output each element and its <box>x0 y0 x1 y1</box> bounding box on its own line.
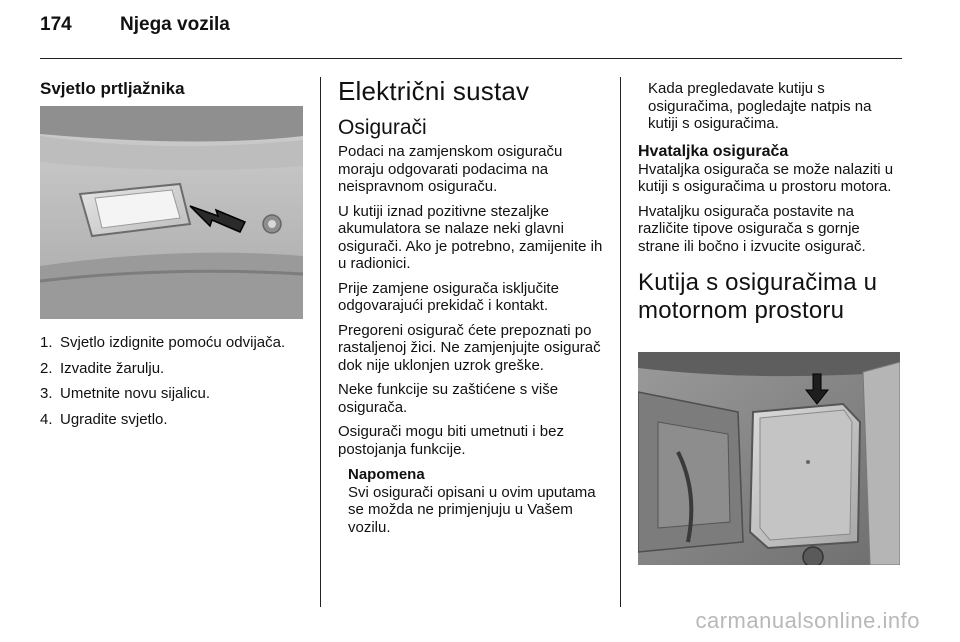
note-text: Svi osigurači opisani u ovim uputama se možda ne primjenjuju u Vašem vozilu. <box>348 483 596 536</box>
list-item <box>40 385 312 403</box>
step-text: Umetnite novu sijalicu. <box>60 385 211 402</box>
step-text: Izvadite žarulju. <box>60 359 165 377</box>
engine-fuse-box-figure <box>638 352 900 565</box>
paragraph: U kutiji iznad pozitivne stezaljke akumulatora se nalaze neki glavni osigurači. Ako je potrebno, zamijenite ih u radionici. <box>338 202 603 272</box>
electrical-system-heading: Električni sustav <box>338 76 530 106</box>
paragraph: Kada pregledavate kutiju s osiguračima, pogledajte natpis na kutiji s osiguračima. <box>648 80 872 132</box>
step-text: Svjetlo izdignite pomoću odvijača. <box>60 334 286 351</box>
paragraph: Hvataljka osigurača se može nalaziti u kutiji s osiguračima u prostoru motora. <box>638 160 894 195</box>
electrical-system-section <box>338 76 610 543</box>
trunk-light-heading: Svjetlo prtljažnika <box>40 79 185 98</box>
trunk-light-figure <box>40 106 303 319</box>
step-number: 4. <box>40 410 53 428</box>
paragraph: Hvataljku osigurača postavite na različite tipove osigurača s gornje strane ili bočno i izvucite osigurač. <box>638 202 866 255</box>
trunk-light-illustration <box>40 106 303 319</box>
paragraph: Neke funkcije su zaštićene s više osigurača. <box>338 381 559 416</box>
list-item <box>40 334 312 352</box>
step-number: 3. <box>40 385 53 402</box>
paragraph: Podaci na zamjenskom osiguraču moraju odgovarati podacima na neispravnom osiguraču. <box>338 143 563 195</box>
paragraph: Pregoreni osigurač ćete prepoznati po rastaljenoj žici. Ne zamjenjujte osigurač dok nije uklonjen uzrok greške. <box>338 321 601 374</box>
list-item <box>40 411 312 429</box>
engine-fuse-box-heading: Kutija s osiguračima u motornom prostoru <box>638 269 878 324</box>
list-item <box>40 360 312 378</box>
watermark: carmanualsonline.info <box>695 608 920 633</box>
note-title: Napomena <box>348 466 425 483</box>
page-title: Njega vozila <box>120 14 230 35</box>
fuse-info-section <box>638 80 904 325</box>
header-divider <box>40 58 902 59</box>
fuse-puller-heading: Hvataljka osigurača <box>638 142 789 160</box>
step-text: Ugradite svjetlo. <box>60 410 168 428</box>
paragraph: Prije zamjene osigurača isključite odgovarajući prekidač i kontakt. <box>338 279 559 314</box>
note-box <box>338 466 610 536</box>
column-divider-left <box>320 77 321 607</box>
page-number: 174 <box>40 14 72 35</box>
step-number: 2. <box>40 359 53 377</box>
fuses-heading: Osigurači <box>338 116 427 139</box>
paragraph: Osigurači mogu biti umetnuti i bez postojanja funkcije. <box>338 423 564 458</box>
column-divider-right <box>620 77 621 607</box>
trunk-light-steps <box>40 334 312 436</box>
engine-fuse-box-illustration <box>638 352 900 565</box>
step-number: 1. <box>40 334 53 351</box>
